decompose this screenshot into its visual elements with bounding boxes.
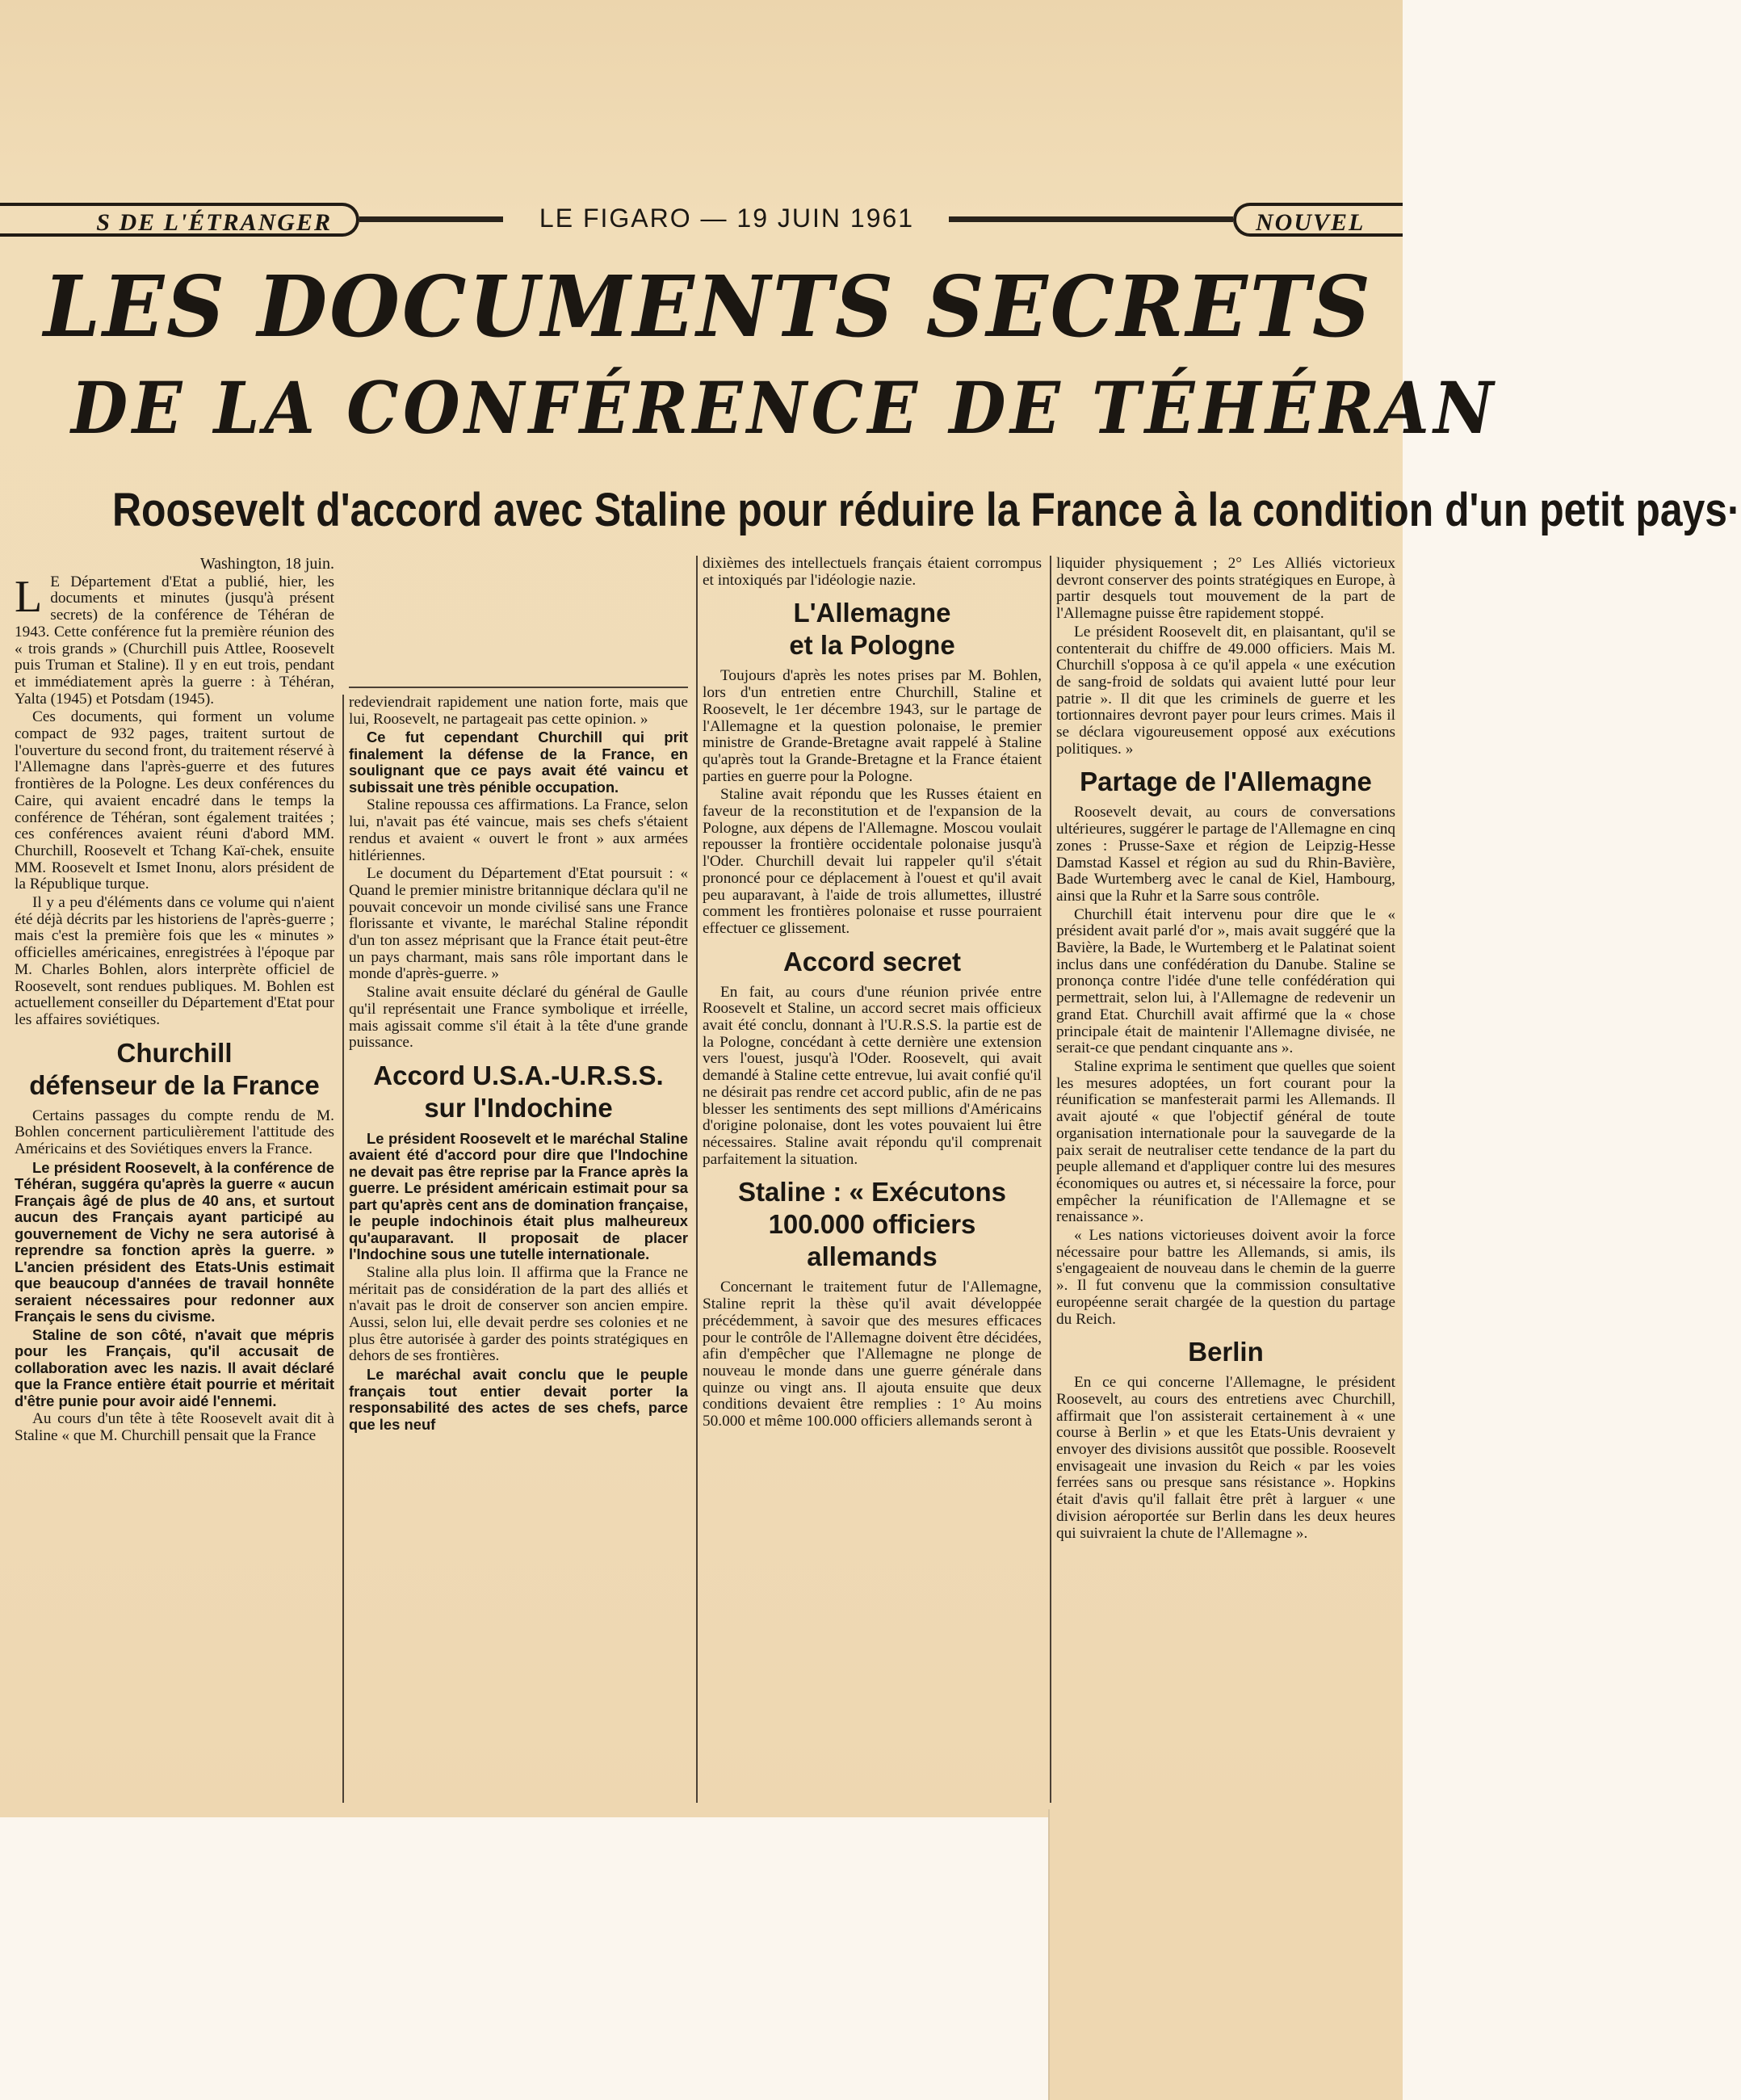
paragraph-bold: Le président Roosevelt, à la conférence de Téhéran, suggéra qu'après la guerre « aucun Français âgé de plus de 40 ans, et surtout aucun des Français ayant participé au gouvernement de Vichy ne sera autorisé à reprendre sa fonction après la guerre. » L'ancien président des Etats-Unis estimait que beaucoup d'années de travail honnête seraient nécessaires pour redonner aux Français le sens du civisme. [15,1158,334,1325]
subheading-line: Partage de l'Allemagne [1080,766,1372,797]
paragraph-bold: Ce fut cependant Churchill qui prit finalement la défense de la France, en soulignant que ce pays avait été vaincu et subissait une très pénible occupation. [349,729,688,796]
drop-cap: L [15,571,43,622]
intro-paragraph [15,571,334,708]
subheading-allemagne-pologne [703,597,1042,662]
subheading-line: Staline : « Exécutons [738,1177,1006,1208]
paragraph: Churchill était intervenu pour dire que le « président avait parlé d'or », mais avait suggéré que la Bavière, la Bade, le Wurtemberg et le Palatinat soient inclus dans une confédération du Danube. Staline se prononça contre l'idée d'une telle confédération qui permettrait, selon lui, à l'Allemagne de redevenir un grand Etat. Churchill avait affirmé que la « chose principale était de maintenir l'Allemagne divisée, ne serait-ce que pendant cinquante ans ». [1056,905,1395,1057]
paragraph: Certains passages du compte rendu de M. Bohlen concernent particulièrement l'attitude des Américains et des Soviétiques envers la France. [15,1107,334,1158]
subheading-line: et la Pologne [789,630,955,661]
clipping-paper-right-strip [1050,1817,1403,2100]
paragraph: Toujours d'après les notes prises par M. Bohlen, lors d'un entretien entre Churchill, Staline et Roosevelt, le 1er décembre 1943, sur le partage de l'Allemagne et la question polonaise, le premier ministre de Grande-Bretagne avait rappelé à Staline qu'après tout la Grande-Bretagne et la France étaient parties en guerre pour la Pologne. [703,667,1042,785]
paragraph: « Les nations victorieuses doivent avoir la force nécessaire pour battre les Allemands, si amis, ils s'engageaient de nouveau dans le chemin de la guerre ». Il fut convenu que la commission consultative européenne serait chargée de la question du partage du Reich. [1056,1227,1395,1328]
section-label-left: S DE L'ÉTRANGER [0,203,359,237]
page-banner [0,198,1403,254]
subheading-churchill [15,1037,334,1102]
paragraph: Staline alla plus loin. Il affirma que la France ne méritait pas de considération de la part des alliés et n'avait pas le droit de conserver son ancien empire. Aussi, selon lui, elle devait perdre ses colonies et ne plus être autorisée à garder des points stratégiques en dehors de ses frontières. [349,1263,688,1365]
subheading-line: Accord U.S.A.-U.R.S.S. [373,1060,664,1090]
paragraph: liquider physiquement ; 2° Les Alliés victorieux devront conserver des points stratégiques en Europe, à partir desquels tout mouvement de la part de l'Allemagne puisse être rapidement stoppé. [1056,555,1395,623]
subheading-partage [1056,766,1395,798]
paragraph-bold: Le maréchal avait conclu que le peuple français tout entier devait porter la responsabilité des actes de ses chefs, parce que les neuf [349,1366,688,1433]
subheading-line: 100.000 officiers [768,1209,976,1240]
article-column-1 [15,556,334,1447]
paragraph: Staline exprima le sentiment que quelles que soient les mesures adoptées, un fort courant pour la réunification se manfesterait parmi les Allemands. Il avait ajouté « que l'objectif général de toute organisation internationale pour la sauvegarde de la paix serait de neutraliser cette tendance de la part du peuple allemand et d'appliquer contre lui des mesures économiques ou autres et, si nécessaire la force, pour empêcher la réunification de l'Allemagne et se renaissance ». [1056,1057,1395,1226]
paragraph: Concernant le traitement futur de l'Allemagne, Staline reprit la thèse qu'il avait développée précédemment, à savoir que des mesures efficaces pour le contrôle de l'Allemagne doivent être décidées, afin d'empêcher que l'Allemagne ne plonge de nouveau le monde dans une guerre générale dans quinze ou vingt ans. Il ajouta ensuite que deux conditions devaient être remplies : 1° Au moins 50.000 et même 100.000 officiers allemands seront à [703,1279,1042,1430]
paragraph: Staline avait ensuite déclaré du général de Gaulle qu'il représentait une France symbolique et irréelle, mais agissait comme s'il était à la tête d'une grande puissance. [349,984,688,1052]
intro-text: E Département d'Etat a publié, hier, les documents et minutes (jusqu'à présent secrets) de la conférence de Téhéran de 1943. Cette conférence fut la première réunion des « trois grands » (Churchill puis Attlee, Roosevelt puis Truman et Staline). Il y en eut trois, pendant et immédiatement après la guerre : à Téhéran, Yalta (1945) et Potsdam (1945). [15,573,334,708]
column-rule-3 [1050,556,1051,1803]
subheading-line: allemands [807,1241,938,1272]
column-rule-1 [342,695,344,1803]
subheading-accord-indochine [349,1060,688,1124]
headline-line-1: LES DOCUMENTS SECRETS [44,257,1373,356]
paragraph: Le président Roosevelt dit, en plaisantant, qu'il se contenterait du chiffre de 49.000 officiers. Mais M. Churchill s'opposa à ce qu'il appela « une exécution de sang-froid de soldats qui avaient lutté pour leur patrie ». Il dit que les criminels de guerre et les tortionnaires devront payer pour leurs crimes. Mais il se déclara vigoureusement opposé aux exécutions politiques. » [1056,623,1395,758]
paragraph: Staline repoussa ces affirmations. La France, selon lui, n'avait pas été vaincue, mais ses chefs s'étaient rendus et avaient « ouvert le front » aux armées hitlériennes. [349,796,688,864]
paragraph: redeviendrait rapidement une nation forte, mais que lui, Roosevelt, ne partageait pas cette opinion. » [349,694,688,728]
paragraph: En ce qui concerne l'Allemagne, le président Roosevelt, au cours des entretiens avec Churchill, affirmait que l'on assisterait certainement à « une course à Berlin » et que les Etats-Unis devraient y envoyer des divisions aussitôt que possible. Roosevelt envisageait une invasion du Reich « par les voies ferrées sans ou presque sans résistance ». Hopkins était d'avis qu'il fallait être prêt à larguer « une division aéroportée sur Berlin dans les deux heures qui suivraient la chute de l'Allemagne ». [1056,1374,1395,1542]
paragraph: Ces documents, qui forment un volume compact de 932 pages, traitent surtout de l'ouverture du second front, du traitement réservé à l'Allemagne dans l'après-guerre et des futures frontières de la Pologne. Les deux conférences du Caire, qui avaient encadré dans le temps la conférence de Téhéran, sont également traitées ; ces conférences avaient réuni d'abord MM. Churchill, Roosevelt et Tchang Kaï-chek, ensuite MM. Roosevelt et Ismet Inonu, alors président de la République turque. [15,708,334,893]
paragraph: Roosevelt devait, au cours de conversations ultérieures, suggérer le partage de l'Allemagne en cinq zones : Prusse-Saxe et région de Leipzig-Hesse Damstad Kassel et région au sud du Rhin-Bavière, Bade Wurtemberg avec le canal de Kiel, Hambourg, ainsi que la Ruhr et la Sarre sous contrôle. [1056,804,1395,905]
section-label-right: NOUVEL [1233,203,1403,237]
subheading-line: défenseur de la France [29,1069,320,1100]
masthead: LE FIGARO — 19 JUIN 1961 [539,204,915,233]
article-column-2 [349,695,688,1434]
subheading-staline-executons [703,1176,1042,1273]
paragraph: Staline avait répondu que les Russes étaient en faveur de la reconstitution et de l'expansion de la Pologne, aux dépens de l'Allemagne. Moscou voulait repousser la frontière occidentale polonaise jusqu'à l'Oder. Churchill devait lui rappeler qu'il s'était prononcé pour ce déplacement à l'ouest et qu'il avait peu auparavant, à l'aide de trois allumettes, illustré comment les frontières polonaise et russe pourraient effectuer ce glissement. [703,786,1042,937]
paragraph: Au cours d'un tête à tête Roosevelt avait dit à Staline « que M. Churchill pensait que la France [15,1410,334,1444]
dateline: Washington, 18 juin. [199,555,334,573]
subheading-line: Berlin [1188,1337,1264,1367]
column-rule-2 [696,556,698,1803]
subheading-line: L'Allemagne [793,598,951,628]
banner-rule-right [949,216,1233,222]
paragraph: En fait, au cours d'une réunion privée entre Roosevelt et Staline, un accord secret mais officieux avait été conclu, donnant à l'U.R.S.S. la partie est de la Pologne, concédant à cette dernière une extension vers l'ouest, jusqu'à l'Oder. Roosevelt, qui avait demandé à Staline cette entrevue, lui avait confié qu'il ne désirait pas rendre cet accord public, afin de ne pas blesser les sentiments des sept millions d'Américains d'origine polonaise, dont les votes pouvaient lui être nécessaires. Staline avait répondu qu'il comprenait parfaitement la situation. [703,983,1042,1168]
subheading-line: Churchill [116,1037,233,1068]
clipping-cut-edge [1048,1809,1050,2100]
column-2-top-rule [349,687,688,688]
paragraph-bold: Le président Roosevelt et le maréchal Staline avaient été d'accord pour dire que l'Indochine ne devait pas être reprise par la France après la guerre. Le président américain estimait pour sa part qu'après cent ans de domination française, le peuple indochinois était plus malheureux qu'auparavant. Il proposait de placer l'Indochine sous une tutelle internationale. [349,1129,688,1263]
banner-rule-left [359,216,503,222]
subheading-berlin [1056,1336,1395,1368]
paragraph: Le document du Département d'Etat poursuit : « Quand le premier ministre britannique déclara qu'il ne pouvait concevoir un monde civilisé sans une France florissante et vivante, le maréchal Staline répondit d'un ton assez méprisant que la France était peut-être un pays charmant, mais sans rôle important dans le monde d'après-guerre. » [349,865,688,983]
paragraph: dixièmes des intellectuels français étaient corrompus et intoxiqués par l'idéologie nazie. [703,555,1042,589]
headline-deck: Roosevelt d'accord avec Staline pour réduire la France à la condition d'un petit pays· [112,484,1741,536]
paragraph-bold: Staline de son côté, n'avait que mépris pour les Français, qu'il accusait de collaboration avec les nazis. Il avait déclaré que la France entière était pourrie et méritait d'être punie pour avoir aidé l'ennemi. [15,1325,334,1409]
subheading-line: sur l'Indochine [424,1092,613,1123]
article-column-3 [703,556,1042,1432]
article-column-4 [1056,556,1395,1544]
headline-line-2: DE LA CONFÉRENCE DE TÉHÉRAN [71,366,1498,450]
subheading-line: Accord secret [782,946,962,976]
paragraph: Il y a peu d'éléments dans ce volume qui n'aient été déjà décrits par les historiens de l'après-guerre ; mais c'est la première fois que les « minutes » officielles américaines, enregistrées à l'époque par M. Charles Bohlen, alors interprète officiel de Roosevelt, sont rendues publiques. M. Bohlen est actuellement conseiller du Département d'Etat pour les affaires soviétiques. [15,894,334,1028]
subheading-accord-secret [703,946,1042,978]
